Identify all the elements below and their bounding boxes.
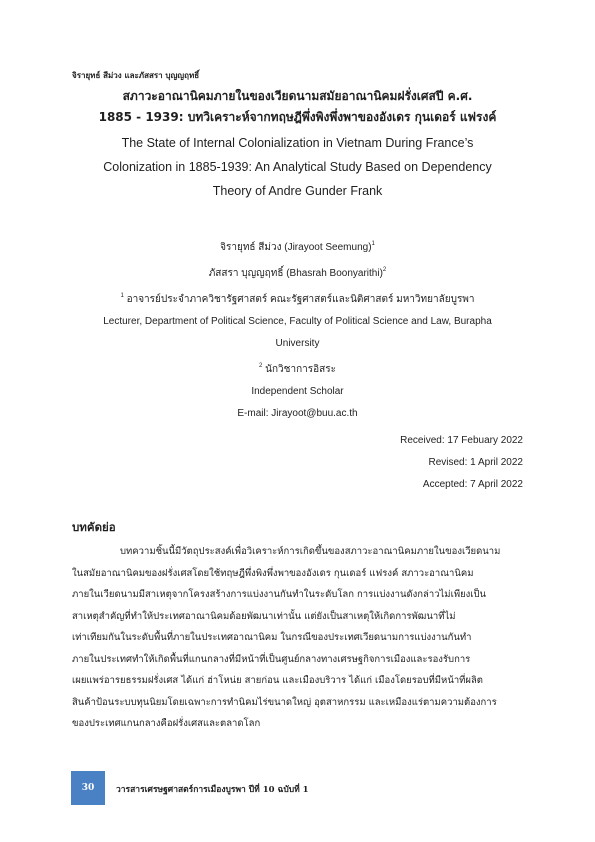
title-english [60, 131, 535, 203]
abstract-line: ภายในเวียดนามมีสาเหตุจากโครงสร้างการแบ่งงานกันทำในระดับโลก การแบ่งงานดังกล่าวไม่เพียงเป็น [72, 589, 487, 600]
page-number-badge [71, 771, 105, 805]
page-number: 30 [81, 783, 95, 793]
abstract-line: เผยแพร่อารยธรรมฝรั่งเศส ได้แก่ ฮ่าโหน่ย สายก่อน และเมืองบริวาร ได้แก่ เมืองโดยรอบที่มีหน้าที่ผลิต [72, 675, 483, 686]
abstract-line: สินค้าป้อนระบบทุนนิยมโดยเฉพาะการทำนิคมไร่ขนาดใหญ่ อุตสาหกรรม และเหมืองแร่ตามความต้องการ [72, 696, 497, 708]
affiliation-2-english: Independent Scholar [251, 386, 344, 397]
running-head: จิรายุทธ์ สีม่วง และภัสสรา บุญญฤทธิ์ [72, 70, 200, 80]
author-block [60, 233, 535, 425]
author-1-marker: 1 [371, 241, 375, 247]
affiliation-1-thai: $^1$ อาจารย์ประจำภาควิชารัฐศาสตร์ คณะรัฐศาสตร์และนิติศาสตร์ มหาวิทยาลัยบูรพา [120, 293, 475, 305]
journal-footer: วารสารเศรษฐศาสตร์การเมืองบูรพา ปีที่ 10 ฉบับที่ 1 [116, 785, 309, 795]
author-2: ภัสสรา บุญญฤทธิ์ (Bhasrah Boonyarithi)$^2$ [208, 267, 387, 279]
affiliation-1-english-line-1: Lecturer, Department of Political Science, Faculty of Political Science and Law, Burapha [103, 316, 492, 327]
author-email: E-mail: Jirayoot@buu.ac.th [237, 408, 358, 419]
abstract-line: ในสมัยอาณานิคมของฝรั่งเศสโดยใช้ทฤษฎีพึ่งพิงพึ่งพาของอังเดร กุนเดอร์ แฟรงค์ สภาวะอาณานิคม [72, 567, 474, 579]
abstract-line: สาเหตุสำคัญที่ทำให้ประเทศอาณานิคมด้อยพัฒนาเท่านั้น แต่ยังเป็นสาเหตุให้เกิดการพัฒนาที่ไม่ [72, 610, 456, 622]
author-1: จิรายุทธ์ สีม่วง (Jirayoot Seemung)$^1$ [220, 241, 375, 253]
affiliation-2-thai: $^2$ นักวิชาการอิสระ [259, 363, 336, 375]
abstract-body [72, 541, 528, 735]
abstract-line: บทความชิ้นนี้มีวัตถุประสงค์เพื่อวิเคราะห์การเกิดขึ้นของสภาวะอาณานิคมภายในของเวียดนาม [120, 546, 501, 557]
title-english-line-2: Colonization in 1885-1939: An Analytical Study Based on Dependency [103, 160, 492, 174]
title-thai-line-2: 1885 - 1939: บทวิเคราะห์จากทฤษฎีพึ่งพิงพึ่งพาของอังเดร กุนเดอร์ แฟรงค์ [98, 110, 497, 124]
title-english-line-1: The State of Internal Colonialization in Vietnam During France’s [121, 136, 474, 150]
affiliation-1-english-line-2: University [275, 338, 320, 349]
title-thai-line-1: สภาวะอาณานิคมภายในของเวียดนามสมัยอาณานิคมฝรั่งเศสปี ค.ศ. [122, 89, 473, 103]
affiliation-1-marker: 1 [120, 293, 124, 299]
revised-date: Revised: 1 April 2022 [428, 457, 523, 468]
accepted-date: Accepted: 7 April 2022 [422, 479, 523, 490]
affiliation-2-marker: 2 [259, 363, 263, 369]
abstract-line: ภายในประเทศทำให้เกิดพื้นที่แกนกลางที่มีหน้าที่เป็นศูนย์กลางทางเศรษฐกิจการเมืองและรองรับการ [72, 653, 471, 665]
title-block [60, 86, 535, 203]
author-2-marker: 2 [382, 267, 387, 273]
received-date: Received: 17 Febuary 2022 [400, 435, 523, 446]
submission-dates [400, 430, 523, 496]
abstract-line: เท่าเทียมกันในระดับพื้นที่ภายในประเทศอาณานิคม ในกรณีของประเทศเวียดนามการแบ่งงานกันทำ [72, 632, 472, 643]
abstract-heading: บทคัดย่อ [72, 520, 116, 534]
abstract-line: ของประเทศแกนกลางคือฝรั่งเศสและตลาดโลก [72, 718, 261, 729]
title-english-line-3: Theory of Andre Gunder Frank [212, 184, 383, 198]
